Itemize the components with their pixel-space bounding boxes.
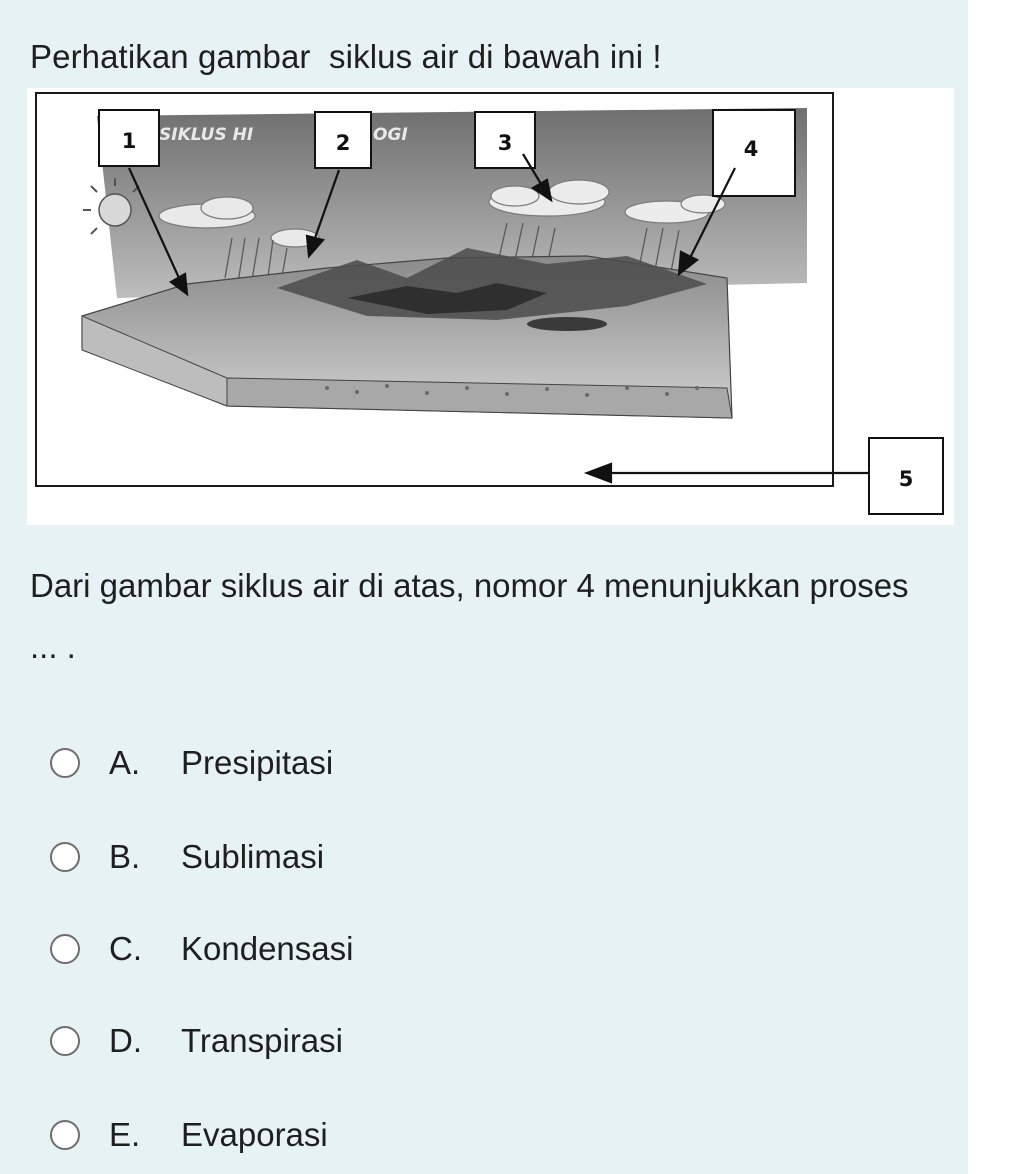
option-letter: E. xyxy=(109,1116,141,1153)
svg-text:3: 3 xyxy=(497,131,513,155)
water-cycle-figure xyxy=(27,88,954,525)
label-box-5 xyxy=(869,438,943,514)
radio-button-icon[interactable] xyxy=(50,934,80,964)
option-letter: D. xyxy=(109,1022,142,1059)
water-cycle-diagram xyxy=(27,88,954,525)
option-text: Transpirasi xyxy=(181,1022,343,1059)
figure-caption-right: OGI xyxy=(373,125,408,145)
option-text: Evaporasi xyxy=(181,1116,328,1153)
radio-button-icon[interactable] xyxy=(50,1026,80,1056)
radio-button-icon[interactable] xyxy=(50,748,80,778)
svg-text:1: 1 xyxy=(121,129,137,153)
svg-text:5: 5 xyxy=(898,467,914,491)
option-letter: C. xyxy=(109,930,142,967)
option-b[interactable] xyxy=(50,827,650,887)
option-letter: B. xyxy=(109,838,141,875)
option-e[interactable] xyxy=(50,1105,650,1165)
option-text: Kondensasi xyxy=(181,930,354,967)
figure-caption-left: SIKLUS HI xyxy=(159,125,254,145)
option-text: Sublimasi xyxy=(181,838,325,875)
option-text: Presipitasi xyxy=(181,744,334,781)
option-c[interactable] xyxy=(50,919,650,979)
arrow-icon xyxy=(587,464,869,482)
label-box-4 xyxy=(713,110,795,196)
svg-text:4: 4 xyxy=(743,137,759,161)
question-prompt: Dari gambar siklus air di atas, nomor 4 menunjukkan proses ... . xyxy=(30,567,909,665)
radio-button-icon[interactable] xyxy=(50,842,80,872)
label-box-1 xyxy=(99,110,159,166)
option-letter: A. xyxy=(109,744,141,781)
option-a[interactable] xyxy=(50,733,650,793)
question-title: Perhatikan gambar siklus air di bawah ini ! xyxy=(30,38,662,75)
label-box-2 xyxy=(315,112,371,168)
svg-text:2: 2 xyxy=(335,131,351,155)
option-d[interactable] xyxy=(50,1011,650,1071)
radio-button-icon[interactable] xyxy=(50,1120,80,1150)
